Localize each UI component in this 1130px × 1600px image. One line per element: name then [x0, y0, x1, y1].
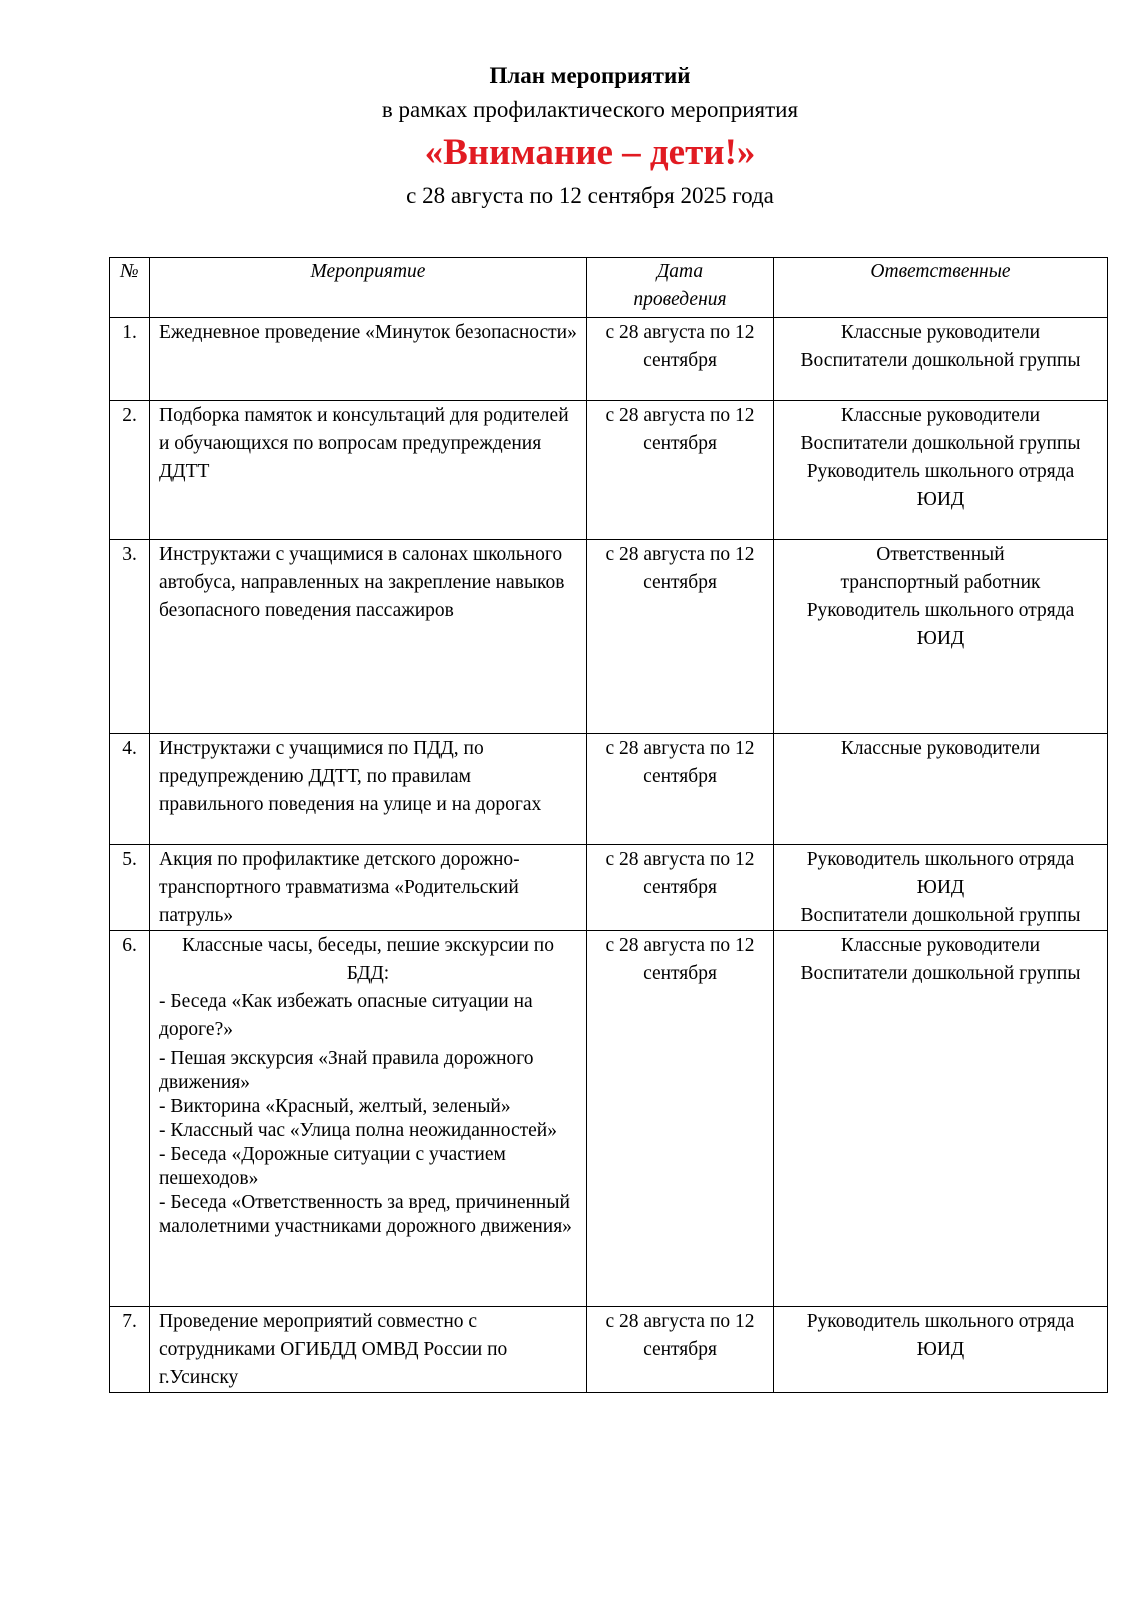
- row-date: с 28 августа по 12 сентября: [587, 1307, 774, 1393]
- header-event: Мероприятие: [150, 258, 587, 318]
- responsible-line: Руководитель школьного отряда ЮИД: [806, 1311, 1075, 1360]
- campaign-slogan: «Внимание – дети!»: [424, 132, 756, 173]
- table-header-row: [110, 258, 1108, 318]
- row-date: с 28 августа по 12 сентября: [587, 401, 774, 540]
- document-header: [0, 60, 1130, 214]
- row-event: Ежедневное проведение «Минуток безопасности»: [150, 318, 587, 401]
- header-num: №: [110, 258, 150, 318]
- row-date: с 28 августа по 12 сентября: [587, 540, 774, 734]
- responsible-line: Классные руководители: [840, 738, 1041, 759]
- responsible-line: Воспитатели дошкольной группы: [800, 963, 1081, 984]
- row-event-subitem: - Викторина «Красный, желтый, зеленый»: [159, 1096, 511, 1117]
- responsible-line: Воспитатели дошкольной группы: [800, 433, 1081, 454]
- responsible-line: Руководитель школьного отряда ЮИД: [806, 849, 1075, 898]
- document-subtitle: в рамках профилактического мероприятия: [381, 97, 799, 122]
- events-plan-table: [109, 257, 1108, 1393]
- table-row: [110, 931, 1108, 1307]
- header-date: [587, 258, 774, 318]
- row-number: 5.: [110, 845, 150, 931]
- row-responsible: [774, 1307, 1108, 1393]
- row-number: 2.: [110, 401, 150, 540]
- responsible-line: Воспитатели дошкольной группы: [800, 350, 1081, 371]
- header-date-label: Дата проведения: [633, 261, 727, 310]
- table-row: [110, 734, 1108, 845]
- responsible-line: Руководитель школьного отряда ЮИД: [806, 461, 1075, 510]
- row-event: Подборка памяток и консультаций для родителей и обучающихся по вопросам предупреждения ДДТТ: [150, 401, 587, 540]
- row-event-subitem: - Пешая экскурсия «Знай правила дорожного движения»: [159, 1048, 534, 1093]
- row-number: 1.: [110, 318, 150, 401]
- row-number: 4.: [110, 734, 150, 845]
- table-row: [110, 318, 1108, 401]
- row-responsible: [774, 931, 1108, 1307]
- table-row: [110, 845, 1108, 931]
- campaign-period: с 28 августа по 12 сентября 2025 года: [406, 183, 774, 208]
- row-event-intro: Классные часы, беседы, пешие экскурсии по БДД:: [182, 935, 554, 984]
- row-responsible: [774, 540, 1108, 734]
- document-title: План мероприятий: [489, 63, 691, 88]
- row-responsible: [774, 401, 1108, 540]
- table-row: [110, 540, 1108, 734]
- row-date: с 28 августа по 12 сентября: [587, 318, 774, 401]
- row-number: 6.: [110, 931, 150, 1307]
- row-responsible: [774, 845, 1108, 931]
- responsible-line: Руководитель школьного отряда ЮИД: [806, 600, 1075, 649]
- row-event: Акция по профилактике детского дорожно-транспортного травматизма «Родительский патруль»: [150, 845, 587, 931]
- responsible-line: Воспитатели дошкольной группы: [800, 905, 1081, 926]
- table-row: [110, 1307, 1108, 1393]
- row-date: с 28 августа по 12 сентября: [587, 734, 774, 845]
- row-date: с 28 августа по 12 сентября: [587, 931, 774, 1307]
- row-date: с 28 августа по 12 сентября: [587, 845, 774, 931]
- responsible-line: Классные руководители: [840, 405, 1041, 426]
- responsible-line: Классные руководители: [840, 935, 1041, 956]
- row-event: Проведение мероприятий совместно с сотрудниками ОГИБДД ОМВД России по г.Усинску: [150, 1307, 587, 1393]
- responsible-line: Классные руководители: [840, 322, 1041, 343]
- row-event: [150, 931, 587, 1307]
- row-event-subitem: - Беседа «Дорожные ситуации с участием пешеходов»: [159, 1144, 506, 1189]
- row-number: 7.: [110, 1307, 150, 1393]
- row-event: Инструктажи с учащимися в салонах школьного автобуса, направленных на закрепление навыков безопасного поведения пассажиров: [150, 540, 587, 734]
- row-responsible: [774, 734, 1108, 845]
- table-row: [110, 401, 1108, 540]
- row-number: 3.: [110, 540, 150, 734]
- row-event-subitem: - Беседа «Ответственность за вред, причиненный малолетними участниками дорожного движения»: [159, 1192, 572, 1237]
- row-event-subitems: [159, 1047, 577, 1239]
- header-responsible: Ответственные: [774, 258, 1108, 318]
- row-event-subitem: - Классный час «Улица полна неожиданностей»: [159, 1120, 557, 1141]
- responsible-line: Ответственный транспортный работник: [840, 544, 1041, 593]
- row-event: Инструктажи с учащимися по ПДД, по предупреждению ДДТТ, по правилам правильного поведения на улице и на дорогах: [150, 734, 587, 845]
- row-event-subitem: - Беседа «Как избежать опасные ситуации на дороге?»: [159, 991, 533, 1040]
- row-responsible: [774, 318, 1108, 401]
